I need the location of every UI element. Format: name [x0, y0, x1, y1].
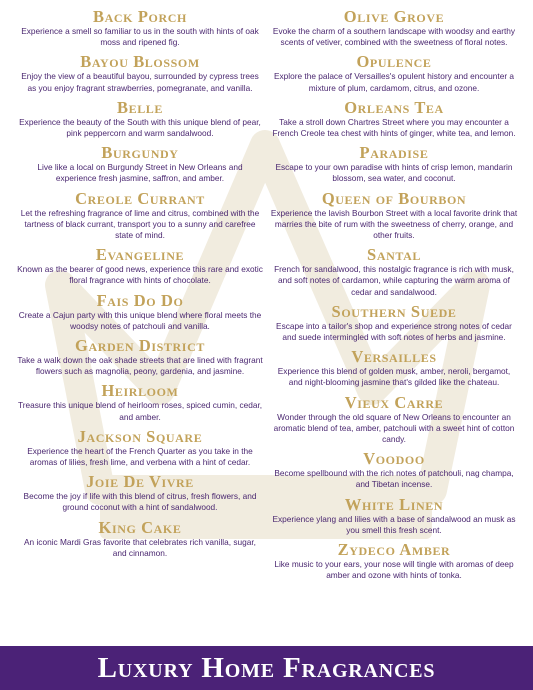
fragrance-description: French for sandalwood, this nostalgic fragrance is rich with musk, and soft notes of cardamon, while capturing the warm aroma of cedar and sandalwood.: [274, 264, 514, 297]
fragrance-name: Heirloom: [101, 381, 179, 401]
banner-title: Luxury Home Fragrances: [97, 651, 436, 684]
fragrance-name: Burgundy: [101, 143, 179, 163]
footer-banner: [0, 646, 533, 690]
fragrance-entry: [14, 98, 266, 139]
fragrance-description: Experience a smell so familiar to us in the south with hints of oak moss and ripened fig.: [21, 26, 259, 48]
fragrance-description: Take a walk down the oak shade streets that are lined with fragrant flowers such as magnolia, peony, gardenia, and jasmine.: [17, 355, 263, 377]
fragrance-description: Known as the bearer of good news, experience this rare and exotic floral fragrance with hints of chocolate.: [17, 264, 263, 286]
fragrance-name: Evangeline: [95, 245, 185, 265]
fragrance-entry: [14, 518, 266, 559]
fragrance-entry: [268, 540, 520, 581]
fragrance-entry: [268, 189, 520, 242]
fragrance-entry: [268, 98, 520, 139]
fragrance-description: Like music to your ears, your nose will tingle with aromas of deep amber and ozone with hints of tonka.: [274, 559, 514, 581]
fragrance-description: Experience this blend of golden musk, amber, neroli, bergamot, and night-blooming jasmine that's gilded like the chateau.: [277, 366, 511, 388]
fragrance-name: Bayou Blossom: [80, 52, 200, 72]
fragrance-name: Versailles: [351, 347, 437, 367]
fragrance-entry: [14, 336, 266, 377]
fragrance-name: Queen of Bourbon: [321, 188, 467, 208]
fragrance-description: Let the refreshing fragrance of lime and citrus, combined with the tartness of black currant, transport you to a sunny and carefree state of mind.: [20, 207, 260, 241]
fragrance-name: Vieux Carre: [344, 392, 444, 412]
fragrance-description: Explore the palace of Versailles's opulent history and encounter a mixture of plum, cardamom, citrus, and ozone.: [273, 71, 515, 93]
fragrance-description: Experience ylang and lilies with a base of sandalwood an musk as you smell this fresh scent.: [272, 513, 516, 535]
fragrance-entry: [268, 143, 520, 184]
fragrance-description: Escape into a tailor's shop and experience strong notes of cedar and suede intermingled with soft notes of herbs and jasmine.: [276, 320, 512, 343]
fragrance-entry: [14, 189, 266, 242]
fragrance-entry: [268, 347, 520, 388]
fragrance-entry: [14, 291, 266, 332]
left-fragrance-column: [14, 7, 266, 563]
fragrance-description: Treasure this unique blend of heirloom roses, spiced cumin, cedar, and amber.: [17, 400, 263, 422]
fragrance-description: Create a Cajun party with this unique blend where floral meets the woodsy notes of patchouli and vanilla.: [18, 309, 262, 331]
fragrance-name: Paradise: [359, 143, 429, 163]
fragrance-entry: [268, 302, 520, 343]
fragrance-description: Evoke the charm of a southern landscape with woodsy and earthy scents of vetiver, combined with the sweetness of floral notes.: [272, 26, 516, 48]
fragrance-description: Escape to your own paradise with hints of crisp lemon, mandarin blossom, sea water, and coconut.: [275, 162, 513, 184]
fragrance-entry: [14, 245, 266, 286]
fragrance-name: King Cake: [98, 517, 182, 537]
fragrance-name: Olive Grove: [343, 7, 445, 26]
fragrance-entry: [14, 7, 266, 48]
fragrance-entry: [268, 245, 520, 298]
fragrance-description: Experience the heart of the French Quarter as you take in the aromas of lilies, fresh lime, and verbena with a hint of cedar.: [27, 445, 253, 468]
fragrance-name: Back Porch: [93, 7, 187, 26]
fragrance-description: Wonder through the old square of New Orleans to encounter an aromatic blend of tea, amber, patchouli with a sweet hint of cotton candy.: [273, 411, 515, 445]
fragrance-description: Experience the lavish Bourbon Street with a local favorite drink that marries the bite of rum with the sweetness of cherry, orange, and other fruits.: [270, 207, 518, 241]
fragrance-entry: [268, 7, 520, 48]
fragrance-entry: [268, 52, 520, 93]
fragrance-entry: [14, 52, 266, 93]
fragrance-entry: [14, 381, 266, 422]
fragrance-entry: [268, 393, 520, 446]
fragrance-description: Live like a local on Burgundy Street in New Orleans and experience fresh jasmine, saffron, and amber.: [37, 162, 243, 184]
fragrance-entry: [14, 472, 266, 513]
fragrance-name: Voodoo: [363, 449, 425, 469]
fragrance-name: Belle: [116, 97, 164, 117]
fragrance-name: Joie De Vivre: [86, 472, 194, 492]
fragrance-name: Opulence: [356, 52, 432, 72]
fragrance-name: Fais Do Do: [96, 290, 184, 310]
fragrance-description: Experience the beauty of the South with this unique blend of pear, pink peppercorn and warm sandalwood.: [19, 116, 261, 139]
right-fragrance-column: [268, 7, 520, 585]
fragrance-entry: [14, 427, 266, 468]
fragrance-name: Southern Suede: [331, 301, 457, 321]
fragrance-entry: [14, 143, 266, 184]
fragrance-name: Garden District: [75, 336, 205, 356]
fragrance-description: An iconic Mardi Gras favorite that celebrates rich vanilla, sugar, and cinnamon.: [24, 536, 256, 558]
fragrance-description: Take a stroll down Chartres Street where you may encounter a French Creole tea chest with hints of ginger, white tea, and lemon.: [272, 116, 516, 139]
fragrance-name: Santal: [367, 245, 421, 265]
fragrance-name: Creole Currant: [75, 188, 205, 208]
fragrance-description: Become the joy if life with this blend of citrus, fresh flowers, and ground coconut with a hint of sandalwood.: [23, 491, 257, 513]
fragrance-entry: [268, 495, 520, 536]
fragrance-entry: [268, 449, 520, 490]
fragrance-description: Enjoy the view of a beautiful bayou, surrounded by cypress trees as you enjoy fragrant strawberries, pomegranate, and vanilla.: [21, 71, 259, 93]
fragrance-name: Orleans Tea: [344, 97, 444, 117]
fragrance-name: Jackson Square: [77, 426, 203, 446]
fragrance-name: Zydeco Amber: [337, 540, 451, 560]
fragrance-description: Become spellbound with the rich notes of patchouli, nag champa, and Tibetan incense.: [274, 468, 514, 490]
fragrance-name: White Linen: [344, 494, 444, 514]
